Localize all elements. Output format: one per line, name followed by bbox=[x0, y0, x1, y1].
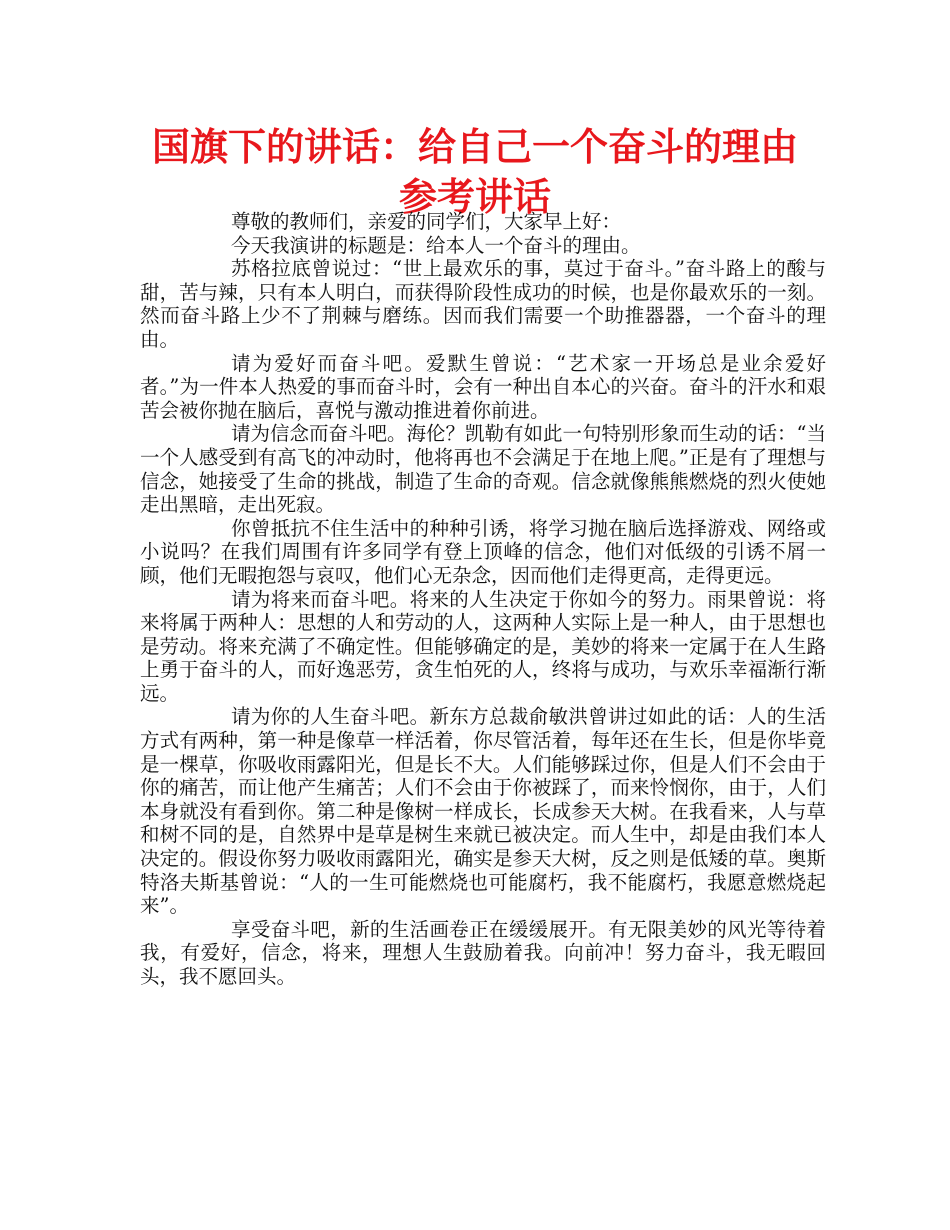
paragraph-future: 请为将来而奋斗吧。将来的人生决定于你如今的努力。雨果曾说：将来将属于两种人：思想的人和劳动的人，这两种人实际上是一种人，由于思想也是劳动。将来充满了不确定性。但能够确定的是，美妙的将来一定属于在人生路上勇于奋斗的人，而好逸恶劳，贪生怕死的人，终将与成功，与欢乐幸福渐行渐远。 bbox=[140, 587, 826, 705]
paragraph-life: 请为你的人生奋斗吧。新东方总裁俞敏洪曾讲过如此的话：人的生活方式有两种，第一种是像草一样活着，你尽管活着，每年还在生长，但是你毕竟是一棵草，你吸收雨露阳光，但是长不大。人们能够踩过你，但是人们不会由于你的痛苦，而让他产生痛苦；人们不会由于你被踩了，而来怜悯你，由于，人们本身就没有看到你。第二种是像树一样成长，长成参天大树。在我看来，人与草和树不同的是，自然界中是草是树生来就已被决定。而人生中，却是由我们本人决定的。假设你努力吸收雨露阳光，确实是参天大树，反之则是低矮的草。奥斯特洛夫斯基曾说：“人的一生可能燃烧也可能腐朽，我不能腐朽，我愿意燃烧起来”。 bbox=[140, 705, 826, 918]
paragraph-greeting: 尊敬的教师们，亲爱的同学们，大家早上好： bbox=[231, 210, 622, 233]
paragraph-belief: 请为信念而奋斗吧。海伦？凯勒有如此一句特别形象而生动的话：“当一个人感受到有高飞的冲动时，他将再也不会满足于在地上爬。”正是有了理想与信念，她接受了生命的挑战，制造了生命的奇观。信念就像熊熊燃烧的烈火使她走出黑暗，走出死寂。 bbox=[140, 422, 826, 517]
document-title: 国旗下的讲话：给自己一个奋斗的理由参考讲话 bbox=[151, 125, 798, 219]
paragraph-hobby: 请为爱好而奋斗吧。爱默生曾说：“艺术家一开场总是业余爱好者。”为一件本人热爱的事而奋斗时，会有一种出自本心的兴奋。奋斗的汗水和艰苦会被你抛在脑后，喜悦与激动推进着你前进。 bbox=[140, 351, 826, 422]
paragraph-temptation: 你曾抵抗不住生活中的种种引诱，将学习抛在脑后选择游戏、网络或小说吗？在我们周围有许多同学有登上顶峰的信念，他们对低级的引诱不屑一顾，他们无暇抱怨与哀叹，他们心无杂念，因而他们走得更高，走得更远。 bbox=[140, 516, 826, 587]
paragraph-socrates: 苏格拉底曾说过：“世上最欢乐的事，莫过于奋斗。”奋斗路上的酸与甜，苦与辣，只有本人明白，而获得阶段性成功的时候，也是你最欢乐的一刻。然而奋斗路上少不了荆棘与磨练。因而我们需要一个助推器器，一个奋斗的理由。 bbox=[140, 257, 826, 351]
paragraph-topic: 今天我演讲的标题是：给本人一个奋斗的理由。 bbox=[231, 233, 641, 257]
paragraph-closing: 享受奋斗吧，新的生活画卷正在缓缓展开。有无限美妙的风光等待着我，有爱好，信念，将来，理想人生鼓励着我。向前冲！努力奋斗，我无暇回头，我不愿回头。 bbox=[140, 917, 826, 988]
document-body bbox=[140, 210, 826, 989]
